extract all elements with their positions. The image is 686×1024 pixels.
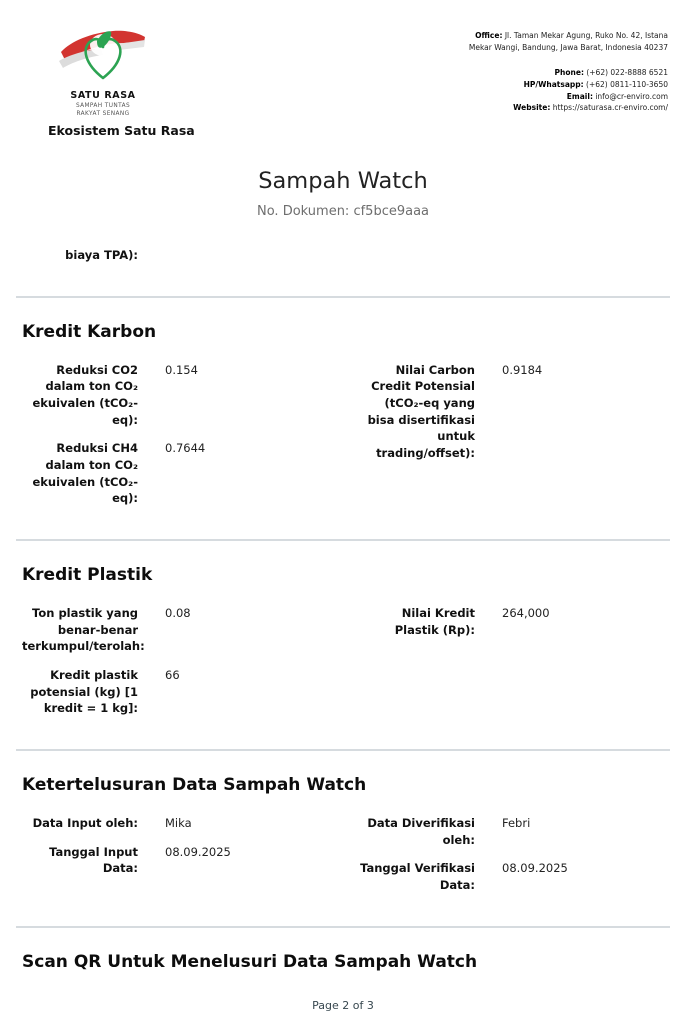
field-value [165,247,343,264]
field-label: Data Diverifikasi oleh: [367,816,475,847]
field-nilai-kredit-plastik [359,605,664,638]
field-label: Ton plastik yang benar-benar terkumpul/terolah: [22,606,145,654]
contact-line-website [456,102,668,114]
section-title: Ketertelusuran Data Sampah Watch [22,775,367,796]
field-value: 66 [165,668,180,683]
section-divider [16,926,670,928]
website-value: https://saturasa.cr-enviro.com/ [552,103,668,113]
phone-value: (+62) 022-8888 6521 [586,68,668,78]
section-title: Kredit Plastik [22,565,153,586]
office-label: Office: [475,31,503,40]
logo-tagline-2: RAKYAT SENANG [76,111,130,117]
field-data-diverifikasi [359,815,664,848]
field-label: Nilai Carbon Credit Potensial (tCO₂-eq yang bisa disertifikasi untuk trading/offset): [367,362,475,461]
field-label: Reduksi CO2 dalam ton CO₂ ekuivalen (tCO₂-eq): [32,362,138,427]
field-value: 08.09.2025 [165,844,231,859]
section-kredit-plastik [0,565,686,729]
section-title: Scan QR Untuk Menelusuri Data Sampah Watch [22,951,478,972]
carryover-left-column [22,247,343,276]
office-value: Jl. Taman Mekar Agung, Ruko No. 42, Istana Mekar Wangi, Bandung, Jawa Barat, Indonesia 40237 [468,31,668,52]
right-column [343,605,664,729]
field-label: Data Input oleh: [32,816,138,831]
field-value: 264,000 [502,606,550,621]
field-ton-plastik [22,605,343,655]
contact-line-phone [456,67,668,79]
website-label: Website: [513,103,551,113]
field-value: Mika [165,816,192,831]
field-label: Nilai Kredit Plastik (Rp): [394,606,475,637]
section-columns [0,362,686,519]
section-columns [0,815,686,906]
field-data-input-oleh [22,815,343,832]
left-column [22,605,343,729]
field-kredit-plastik-potensial [22,667,343,717]
whatsapp-value: (+62) 0811-110-3650 [586,79,668,89]
section-divider [16,539,670,541]
field-nilai-carbon-credit [359,362,664,462]
field-tanggal-input [22,844,343,877]
logo-brand-text: SATU RASA [70,90,136,101]
email-value: info@cr-enviro.com [595,91,668,101]
field-value: 08.09.2025 [502,861,568,876]
phone-label: Phone: [554,68,584,78]
company-logo [48,22,195,138]
field-value: 0.7644 [165,441,206,456]
field-label: Tanggal Input Data: [49,844,138,876]
page-number: Page 2 of 3 [312,999,374,1012]
logo-tagline-1: SAMPAH TUNTAS [75,103,131,109]
section-ketertelusuran [0,775,686,906]
email-label: Email: [566,91,593,101]
left-column [22,815,343,906]
left-column [22,362,343,519]
contact-line-email [456,91,668,103]
section-title: Kredit Karbon [22,321,157,342]
logo-caption: Ekosistem Satu Rasa [48,123,195,138]
field-value: 0.08 [165,606,191,621]
section-kredit-karbon [0,322,686,519]
field-value: Febri [502,816,531,831]
field-reduksi-ch4 [22,440,343,507]
carryover-field-row [0,247,686,276]
section-divider [16,296,670,298]
right-column [343,362,664,519]
contact-info [456,30,668,114]
field-label: Kredit plastik potensial (kg) [1 kredit = 1 kg]: [30,668,138,716]
field-label: Tanggal Verifikasi Data: [360,861,475,893]
section-columns [0,605,686,729]
field-tanggal-verifikasi [359,860,664,893]
page-title: Sampah Watch [258,168,428,194]
carryover-right-column [343,247,664,276]
page-header [0,0,686,138]
field-value: 0.9184 [502,362,543,377]
document-number: No. Dokumen: cf5bce9aaa [256,204,430,219]
field-value: 0.154 [165,362,198,377]
section-scan-qr [0,952,686,972]
field-biaya-tpa [22,247,343,264]
contact-line-whatsapp [456,79,668,91]
office-address [456,30,668,53]
section-divider [16,749,670,751]
field-label: Reduksi CH4 dalam ton CO₂ ekuivalen (tCO₂-eq): [32,441,138,506]
whatsapp-label: HP/Whatsapp: [523,79,584,89]
field-label: biaya TPA): [65,248,138,262]
right-column [343,815,664,906]
flag-heart-logo-icon [57,22,149,88]
field-reduksi-co2 [22,362,343,429]
